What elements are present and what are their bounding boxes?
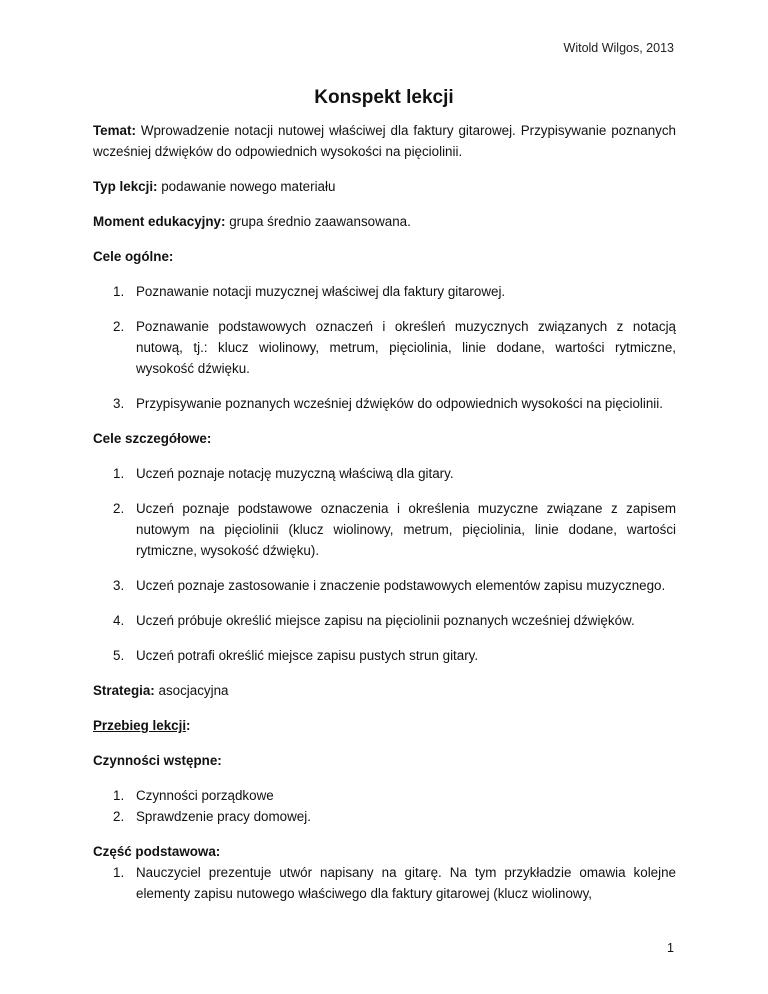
temat-label: Temat: xyxy=(93,123,136,138)
list-number: 4. xyxy=(113,613,125,628)
list-item xyxy=(93,393,676,414)
przebieg-heading xyxy=(93,715,676,736)
list-number: 3. xyxy=(113,396,125,411)
document-body xyxy=(93,120,676,904)
list-number: 1. xyxy=(113,788,125,803)
przebieg-colon: : xyxy=(186,718,191,733)
list-item xyxy=(93,463,676,484)
strategia-paragraph xyxy=(93,680,676,701)
list-text: Sprawdzenie pracy domowej. xyxy=(136,809,311,824)
list-item xyxy=(93,281,676,302)
list-text: Poznawanie podstawowych oznaczeń i określeń muzycznych związanych z notacją nutową, tj.: klucz wiolinowy, metrum, pięciolinia, linie dodane, wartości rytmiczne, wysokość dźwięku. xyxy=(136,319,676,376)
moment-paragraph xyxy=(93,211,676,232)
czynnosci-wstepne-list xyxy=(93,785,676,827)
czynnosci-wstepne-heading: Czynności wstępne: xyxy=(93,753,222,768)
list-item xyxy=(93,610,676,631)
strategia-text: asocjacyjna xyxy=(158,683,229,698)
list-text: Uczeń poznaje zastosowanie i znaczenie podstawowych elementów zapisu muzycznego. xyxy=(136,578,666,593)
list-text: Poznawanie notacji muzycznej właściwej dla faktury gitarowej. xyxy=(136,284,506,299)
list-item xyxy=(93,498,676,561)
strategia-label: Strategia: xyxy=(93,683,155,698)
list-number: 3. xyxy=(113,578,125,593)
cele-szczegolowe-list xyxy=(93,463,676,666)
temat-paragraph xyxy=(93,120,676,162)
list-number: 2. xyxy=(113,319,125,334)
list-item xyxy=(93,316,676,379)
list-text: Nauczyciel prezentuje utwór napisany na gitarę. Na tym przykładzie omawia kolejne elementy zapisu nutowego właściwego dla faktury gitarowej (klucz wiolinowy, xyxy=(136,865,676,901)
typ-text: podawanie nowego materiału xyxy=(161,179,336,194)
list-number: 1. xyxy=(113,865,125,880)
czesc-podstawowa-list xyxy=(93,862,676,904)
temat-text: Wprowadzenie notacji nutowej właściwej dla faktury gitarowej. Przypisywanie poznanych wcześniej dźwięków do odpowiednich wysokości na pięciolinii. xyxy=(93,123,676,159)
list-item xyxy=(93,806,676,827)
list-text: Uczeń poznaje notację muzyczną właściwą dla gitary. xyxy=(136,466,454,481)
cele-ogolne-list xyxy=(93,281,676,414)
list-number: 2. xyxy=(113,809,125,824)
typ-paragraph xyxy=(93,176,676,197)
list-text: Przypisywanie poznanych wcześniej dźwięków do odpowiednich wysokości na pięciolinii. xyxy=(136,396,663,411)
cele-ogolne-heading: Cele ogólne: xyxy=(93,249,174,264)
page-title: Konspekt lekcji xyxy=(314,87,454,108)
list-text: Uczeń potrafi określić miejsce zapisu pustych strun gitary. xyxy=(136,648,479,663)
moment-text: grupa średnio zaawansowana. xyxy=(229,214,411,229)
list-item xyxy=(93,862,676,904)
list-text: Uczeń poznaje podstawowe oznaczenia i określenia muzyczne związane z zapisem nutowym na pięciolinii (klucz wiolinowy, metrum, pięciolinia, linie dodane, wartości rytmiczne, wysokość dźwięku). xyxy=(136,501,676,558)
list-item xyxy=(93,575,676,596)
moment-label: Moment edukacyjny: xyxy=(93,214,226,229)
list-number: 2. xyxy=(113,501,125,516)
list-text: Uczeń próbuje określić miejsce zapisu na pięciolinii poznanych wcześniej dźwięków. xyxy=(136,613,635,628)
list-item xyxy=(93,645,676,666)
list-number: 5. xyxy=(113,648,125,663)
list-text: Czynności porządkowe xyxy=(136,788,274,803)
list-item xyxy=(93,785,676,806)
page-number: 1 xyxy=(667,941,674,955)
list-number: 1. xyxy=(113,284,125,299)
header-author: Witold Wilgos, 2013 xyxy=(563,41,674,55)
list-number: 1. xyxy=(113,466,125,481)
cele-szczegolowe-heading: Cele szczegółowe: xyxy=(93,431,212,446)
typ-label: Typ lekcji: xyxy=(93,179,158,194)
czesc-podstawowa-heading: Część podstawowa: xyxy=(93,844,221,859)
przebieg-label: Przebieg lekcji xyxy=(93,718,187,733)
